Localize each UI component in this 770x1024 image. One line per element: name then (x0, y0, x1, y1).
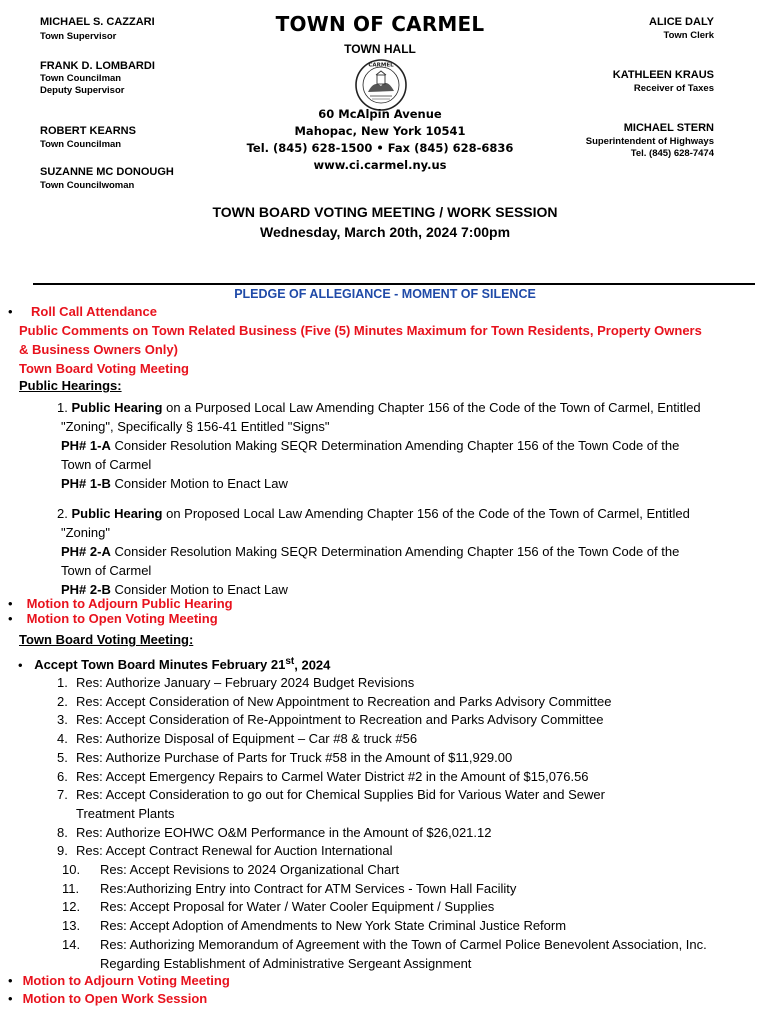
bullet: • (8, 596, 13, 611)
resolution-item (57, 824, 767, 843)
hearing-number: 1. (57, 400, 68, 415)
official-name: FRANK D. LOMBARDI (40, 60, 155, 72)
resolution-number: 4. (57, 731, 68, 747)
resolution-text: Res: Authorizing Memorandum of Agreement with the Town of Carmel Police Benevolent Association, Inc. (100, 936, 707, 952)
official-title: Town Clerk (663, 30, 714, 41)
voting-meeting-heading: Town Board Voting Meeting: (19, 632, 194, 647)
resolution-item (57, 711, 767, 730)
resolution-number: 2. (57, 693, 68, 709)
open-work-session-motion: Motion to Open Work Session (22, 991, 208, 1006)
ph-label: PH# 2-A (61, 544, 111, 559)
official-block (40, 125, 136, 150)
resolution-text: Res: Accept Consideration to go out for Chemical Supplies Bid for Various Water and Sewer (76, 787, 605, 803)
bullet: • (8, 991, 13, 1006)
official-title: Deputy Supervisor (40, 85, 125, 96)
official-name: ROBERT KEARNS (40, 125, 136, 137)
public-comments (19, 321, 702, 378)
resolution-number: 3. (57, 712, 68, 728)
address-line: 60 McAlpin Avenue (318, 107, 442, 121)
officials-left (40, 16, 155, 42)
resolution-list (57, 674, 767, 973)
voting-meeting-label: Town Board Voting Meeting (19, 361, 189, 376)
resolution-item (57, 674, 767, 693)
official-phone: Tel. (845) 628-7474 (630, 148, 714, 159)
resolution-text: Res: Authorize Disposal of Equipment – Car #8 & truck #56 (76, 731, 418, 747)
ph-text: Town of Carmel (61, 457, 152, 472)
official-title: Superintendent of Highways (585, 136, 714, 147)
resolution-number: 8. (57, 824, 68, 840)
resolution-text: Regarding Establishment of Administrative Sergeant Assignment (100, 955, 472, 971)
resolution-item (57, 730, 767, 749)
official-block (649, 16, 714, 41)
ph-label: PH# 1-A (61, 438, 111, 453)
resolution-text: Res: Accept Adoption of Amendments to New York State Criminal Justice Reform (100, 918, 567, 934)
official-title: Town Councilwoman (40, 180, 135, 191)
adjourn-voting-motion: Motion to Adjourn Voting Meeting (22, 973, 230, 988)
resolution-text: Res: Accept Contract Renewal for Auction International (76, 843, 393, 859)
resolution-item (62, 880, 767, 899)
resolution-number: 7. (57, 787, 68, 803)
resolution-number: 6. (57, 768, 68, 784)
bullet: • (8, 611, 13, 626)
official-name: MICHAEL S. CAZZARI (40, 16, 155, 28)
hearing-number: 2. (57, 506, 68, 521)
resolution-number: 1. (57, 675, 68, 690)
hearing-text: "Zoning" (61, 525, 110, 540)
official-name: MICHAEL STERN (623, 122, 714, 134)
ph-text: Consider Resolution Making SEQR Determination Amending Chapter 156 of the Town Code of the (110, 438, 680, 453)
resolution-text: Res: Accept Proposal for Water / Water Cooler Equipment / Supplies (100, 899, 495, 915)
ph-text: Town of Carmel (61, 563, 152, 578)
public-comments-line: Public Comments on Town Related Business (Five (5) Minutes Maximum for Town Residents, Property Owners (19, 323, 702, 338)
accept-minutes-text: Accept Town Board Minutes February 21 (34, 657, 286, 673)
resolution-text: Res: Authorize EOHWC O&M Performance in the Amount of $26,021.12 (76, 824, 492, 840)
hearing-label: Public Hearing (71, 506, 163, 521)
official-title: Receiver of Taxes (633, 83, 714, 94)
pledge-line: PLEDGE OF ALLEGIANCE - MOMENT OF SILENCE (234, 287, 536, 301)
official-block (40, 60, 155, 96)
resolution-item (57, 842, 767, 861)
ph-text: Consider Motion to Enact Law (110, 582, 288, 597)
official-block (613, 69, 714, 94)
bullet: • (8, 304, 13, 319)
official-block (40, 166, 174, 191)
official-title: Town Councilman (40, 73, 122, 84)
meeting-title (0, 202, 770, 242)
town-title: TOWN OF CARMEL (275, 12, 485, 36)
resolution-number: 12. (62, 899, 81, 915)
resolution-number: 5. (57, 749, 68, 765)
official-name: SUZANNE MC DONOUGH (40, 166, 174, 178)
bullet: • (18, 657, 23, 673)
town-hall-label: TOWN HALL (344, 42, 416, 56)
meeting-date: Wednesday, March 20th, 2024 7:00pm (259, 224, 511, 240)
resolution-item (62, 936, 767, 973)
town-seal (354, 58, 408, 112)
resolution-text: Res: Accept Consideration of New Appointment to Recreation and Parks Advisory Committee (76, 693, 612, 709)
resolution-item (62, 861, 767, 880)
official-title: Town Councilman (40, 139, 122, 150)
resolution-number: 13. (62, 918, 81, 934)
town-address (230, 106, 530, 174)
town-heading (230, 12, 530, 56)
ph-label: PH# 2-B (61, 582, 111, 597)
resolution-number: 14. (62, 936, 81, 952)
bullet: • (8, 973, 13, 988)
resolution-number: 9. (57, 843, 68, 859)
motion-list (8, 596, 233, 626)
resolution-text: Res: Authorize January – February 2024 Budget Revisions (76, 675, 415, 690)
agenda-item (8, 303, 157, 321)
seal-text: CARMEL (368, 62, 394, 69)
public-hearings-heading: Public Hearings: (19, 378, 122, 393)
official-name: KATHLEEN KRAUS (612, 69, 714, 81)
divider (33, 283, 755, 285)
resolution-text: Treatment Plants (76, 805, 175, 821)
official-title: Town Supervisor (40, 31, 117, 42)
public-comments-line: & Business Owners Only) (19, 342, 178, 357)
hearing-label: Public Hearing (71, 400, 163, 415)
resolution-item (57, 786, 767, 823)
ph-text: Consider Resolution Making SEQR Determination Amending Chapter 156 of the Town Code of the (110, 544, 680, 559)
address-line: Mahopac, New York 10541 (294, 124, 466, 138)
official-name: ALICE DALY (649, 16, 714, 28)
seal-icon (354, 58, 408, 112)
resolution-text: Res: Authorize Purchase of Parts for Truck #58 in the Amount of $11,929.00 (76, 749, 513, 765)
resolution-text: Res: Accept Emergency Repairs to Carmel Water District #2 in the Amount of $15,076.56 (76, 768, 589, 784)
official-block (586, 122, 714, 159)
resolution-item (57, 693, 767, 712)
resolution-item (62, 917, 767, 936)
website-line: www.ci.carmel.ny.us (313, 158, 447, 172)
ph-label: PH# 1-B (61, 476, 111, 491)
ph-text: Consider Motion to Enact Law (110, 476, 288, 491)
resolution-item (57, 749, 767, 768)
adjourn-hearing-motion: Motion to Adjourn Public Hearing (26, 596, 233, 611)
accept-minutes-sup: st (285, 656, 295, 667)
resolution-item (62, 898, 767, 917)
public-hearing-1 (57, 398, 757, 493)
open-voting-motion: Motion to Open Voting Meeting (26, 611, 218, 626)
accept-minutes-year: , 2024 (294, 657, 331, 673)
resolution-text: Res:Authorizing Entry into Contract for ATM Services - Town Hall Facility (100, 880, 517, 896)
roll-call: Roll Call Attendance (31, 304, 157, 319)
meeting-name: TOWN BOARD VOTING MEETING / WORK SESSION (212, 204, 558, 220)
resolution-number: 10. (62, 862, 81, 878)
public-hearing-2 (57, 504, 757, 599)
closing-motions (8, 972, 230, 1008)
hearing-text: on Proposed Local Law Amending Chapter 156 of the Code of the Town of Carmel, Entitled (162, 506, 690, 521)
resolution-text: Res: Accept Consideration of Re-Appointment to Recreation and Parks Advisory Committee (76, 712, 604, 728)
hearing-text: "Zoning", Specifically § 156-41 Entitled "Signs" (61, 419, 330, 434)
resolution-number: 11. (62, 880, 80, 896)
hearing-text: on a Purposed Local Law Amending Chapter 156 of the Code of the Town of Carmel, Entitled (162, 400, 701, 415)
resolution-item (57, 768, 767, 787)
accept-minutes (18, 656, 330, 672)
resolution-text: Res: Accept Revisions to 2024 Organizational Chart (100, 862, 400, 878)
phone-line: Tel. (845) 628-1500 • Fax (845) 628-6836 (246, 141, 514, 155)
